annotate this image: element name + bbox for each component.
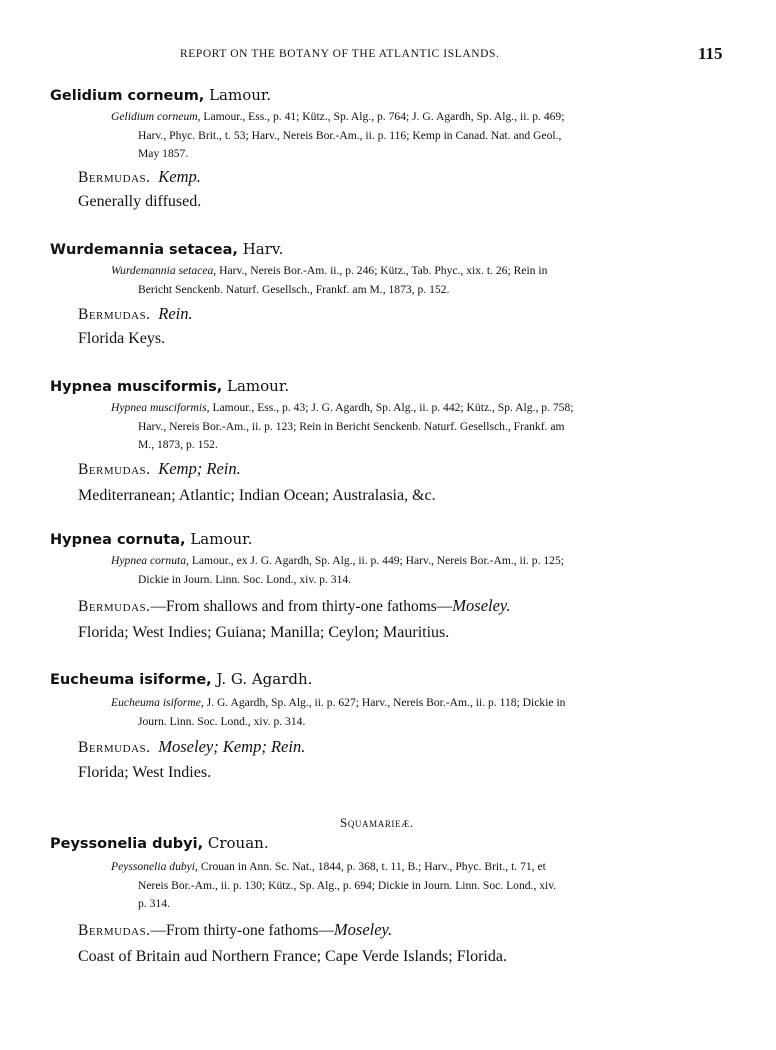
locality-line: Bermudas. Kemp.: [78, 167, 201, 186]
species-name: Wurdemannia setacea, Harv.: [50, 240, 284, 258]
locality-line: Bermudas.—From thirty-one fathoms—Moseley.: [78, 920, 393, 939]
distribution-line: Florida; West Indies; Guiana; Manilla; Ceylon; Mauritius.: [78, 624, 450, 641]
running-head: REPORT ON THE BOTANY OF THE ATLANTIC ISLANDS.: [180, 48, 500, 60]
species-name: Eucheuma isiforme, J. G. Agardh.: [50, 670, 313, 688]
reference-block: Hypnea cornuta, Lamour., ex J. G. Agardh, Sp. Alg., ii. p. 449; Harv., Nereis Bor.-Am., ii. p. 125; Dickie in Journ. Linn. Soc. Lond., xiv. p. 314.: [111, 554, 564, 586]
distribution-line: Mediterranean; Atlantic; Indian Ocean; Australasia, &c.: [78, 487, 436, 504]
locality-line: Bermudas. Moseley; Kemp; Rein.: [78, 737, 306, 756]
locality-line: Bermudas. Rein.: [78, 304, 193, 323]
reference-block: Eucheuma isiforme, J. G. Agardh, Sp. Alg., ii. p. 627; Harv., Nereis Bor.-Am., ii. p. 118; Dickie in Journ. Linn. Soc. Lond., xiv. p. 314.: [111, 696, 566, 728]
reference-block: Gelidium corneum, Lamour., Ess., p. 41; Kütz., Sp. Alg., p. 764; J. G. Agardh, Sp. Alg., ii. p. 469; Harv., Phyc. Brit., t. 53; Harv., Nereis Bor.-Am., ii. p. 116; Kemp in Canad. Nat. and Geol., May 1857.: [111, 110, 565, 160]
page-header: [0, 44, 776, 68]
reference-block: Hypnea musciformis, Lamour., Ess., p. 43; J. G. Agardh, Sp. Alg., ii. p. 442; Kütz., Sp. Alg., p. 758; Harv., Nereis Bor.-Am., ii. p. 123; Rein in Bericht Senckenb. Naturf. Gesellsch., Frankf. am M., 1873, p. 152.: [111, 401, 574, 451]
species-name: Gelidium corneum, Lamour.: [50, 86, 272, 104]
locality-line: Bermudas.—From shallows and from thirty-one fathoms—Moseley.: [78, 596, 511, 615]
species-name: Hypnea cornuta, Lamour.: [50, 530, 253, 548]
distribution-line: Florida; West Indies.: [78, 764, 212, 781]
locality-line: Bermudas. Kemp; Rein.: [78, 459, 241, 478]
section-heading: Squamarieæ.: [340, 815, 414, 830]
reference-block: Peyssonelia dubyi, Crouan in Ann. Sc. Nat., 1844, p. 368, t. 11, B.; Harv., Phyc. Brit., t. 71, et Nereis Bor.-Am., ii. p. 130; Kütz., Sp. Alg., p. 694; Dickie in Journ. Linn. Soc. Lond., xiv. p. 314.: [111, 860, 557, 910]
distribution-line: Generally diffused.: [78, 193, 202, 210]
reference-block: Wurdemannia setacea, Harv., Nereis Bor.-Am. ii., p. 246; Kütz., Tab. Phyc., xix. t. 26; Rein in Bericht Senckenb. Naturf. Gesellsch., Frankf. am M., 1873, p. 152.: [111, 264, 548, 296]
distribution-line: Coast of Britain aud Northern France; Cape Verde Islands; Florida.: [78, 948, 507, 965]
species-name: Peyssonelia dubyi, Crouan.: [50, 834, 269, 852]
species-name: Hypnea musciformis, Lamour.: [50, 377, 290, 395]
distribution-line: Florida Keys.: [78, 330, 166, 347]
page-number: 115: [698, 44, 723, 63]
